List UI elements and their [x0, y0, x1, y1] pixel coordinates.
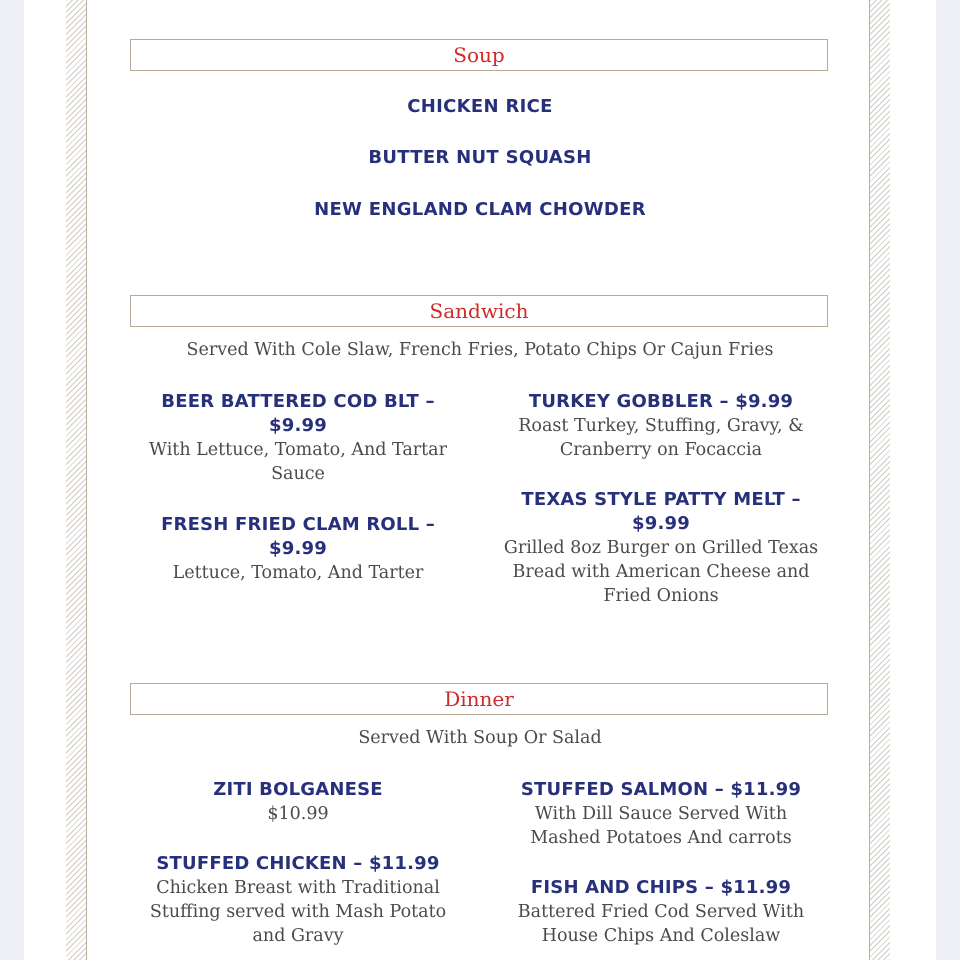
soup-item: CHICKEN RICE [407, 96, 553, 117]
menu-item [138, 852, 458, 948]
menu-item-name: BEER BATTERED COD BLT – $9.99 [161, 391, 435, 436]
menu-item-price: $10.99 [267, 804, 329, 824]
decorative-border-left [66, 0, 87, 960]
menu-item-name: STUFFED SALMON – $11.99 [520, 779, 802, 800]
soup-section-header: Soup [130, 39, 828, 71]
dinner-section-header: Dinner [130, 683, 828, 715]
soup-item: NEW ENGLAND CLAM CHOWDER [314, 199, 646, 220]
menu-item-description: Grilled 8oz Burger on Grilled Texas Bread with American Cheese and Fried Onions [503, 538, 819, 606]
sandwich-sides-note: Served With Cole Slaw, French Fries, Potato Chips Or Cajun Fries [186, 340, 774, 360]
menu-item [138, 513, 458, 585]
menu-item-description: Lettuce, Tomato, And Tarter [172, 563, 424, 583]
sandwich-section-header: Sandwich [130, 295, 828, 327]
menu-item-name: FISH AND CHIPS – $11.99 [530, 877, 792, 898]
menu-item-name: TEXAS STYLE PATTY MELT – $9.99 [521, 489, 801, 534]
menu-item [138, 778, 458, 826]
menu-item [500, 390, 822, 462]
menu-item-description: Chicken Breast with Traditional Stuffing served with Mash Potato and Gravy [149, 878, 447, 946]
menu-item [500, 876, 822, 948]
decorative-border-right [869, 0, 890, 960]
menu-item-name: TURKEY GOBBLER – $9.99 [528, 391, 794, 412]
menu-item [500, 778, 822, 850]
menu-item-description: Roast Turkey, Stuffing, Gravy, & Cranberry on Focaccia [518, 416, 804, 460]
menu-item [500, 488, 822, 608]
menu-item-name: STUFFED CHICKEN – $11.99 [156, 853, 440, 874]
menu-item-description: Battered Fried Cod Served With House Chips And Coleslaw [517, 902, 805, 946]
menu-item-name: FRESH FRIED CLAM ROLL – $9.99 [161, 514, 435, 559]
soup-item: BUTTER NUT SQUASH [368, 147, 592, 168]
menu-item-description: With Lettuce, Tomato, And Tartar Sauce [149, 440, 447, 484]
menu-item-description: With Dill Sauce Served With Mashed Potatoes And carrots [530, 804, 792, 848]
dinner-sides-note: Served With Soup Or Salad [358, 728, 602, 748]
menu-item [138, 390, 458, 486]
menu-item-name: ZITI BOLGANESE [213, 779, 383, 800]
